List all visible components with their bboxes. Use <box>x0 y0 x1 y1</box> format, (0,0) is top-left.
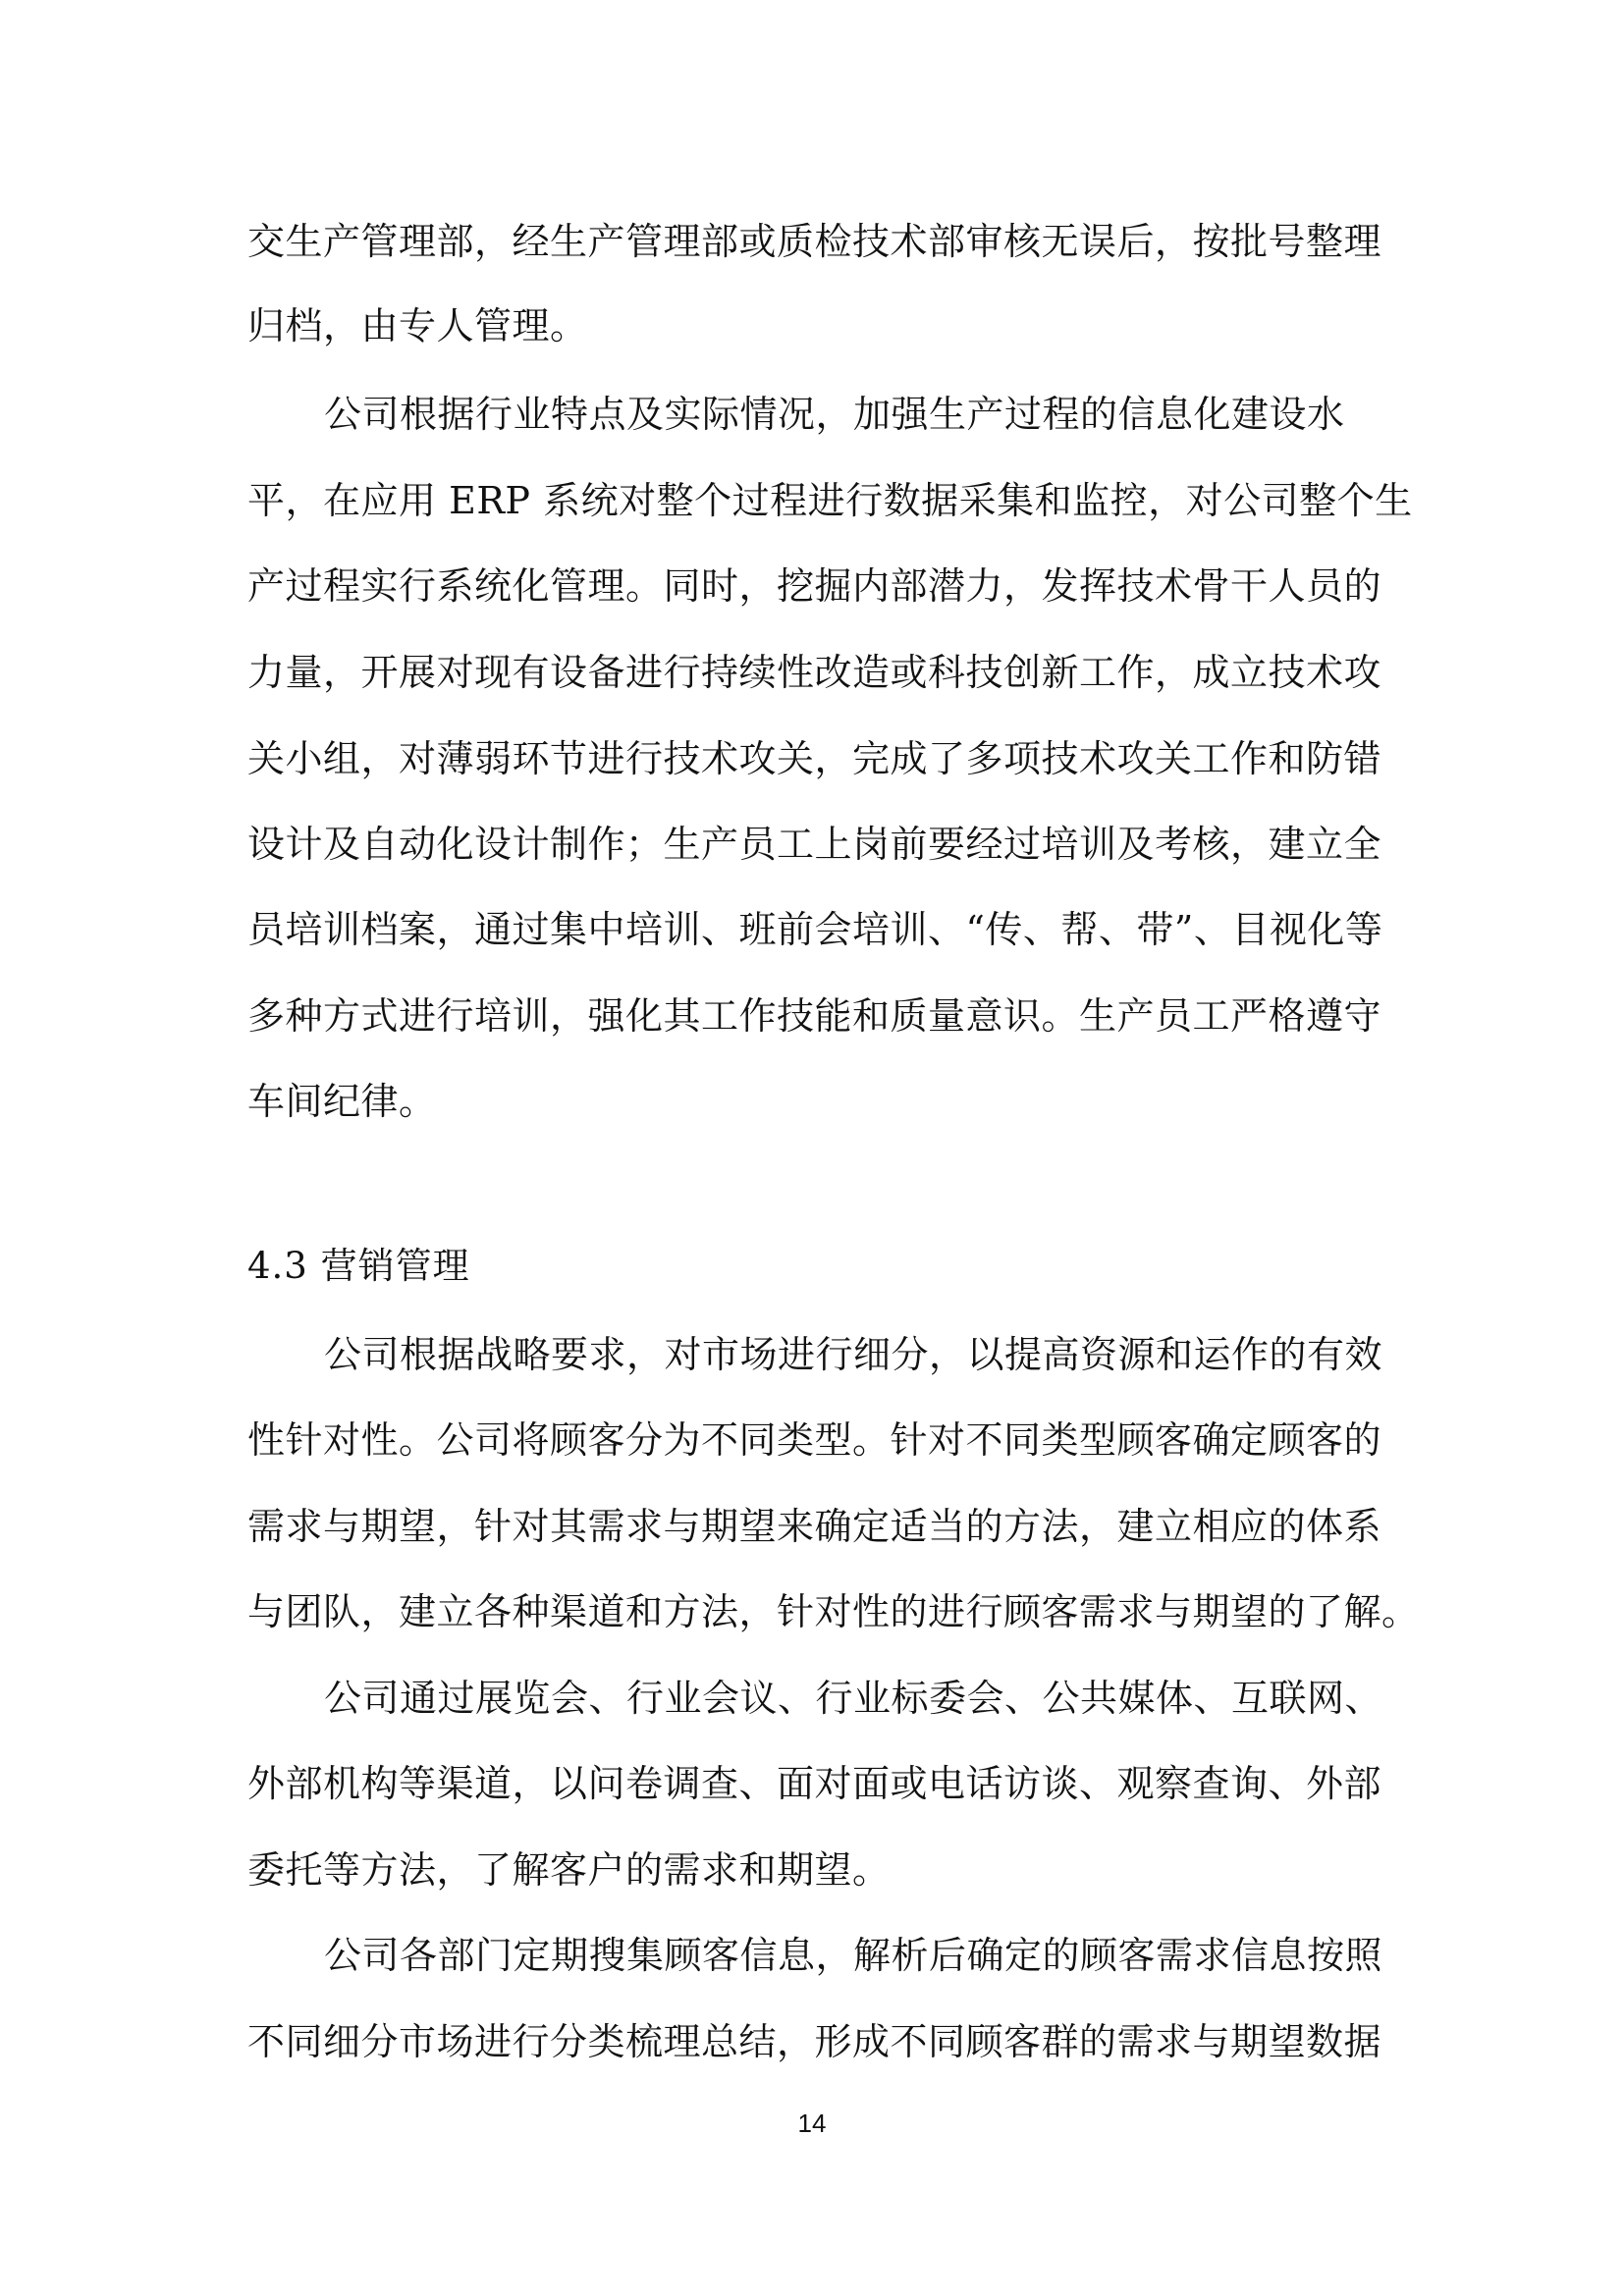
text-line: 关小组，对薄弱环节进行技术攻关，完成了多项技术攻关工作和防错 <box>247 737 1382 780</box>
text-line: 不同细分市场进行分类梳理总结，形成不同顾客群的需求与期望数据 <box>247 2020 1382 2063</box>
text-line: 力量，开展对现有设备进行持续性改造或科技创新工作，成立技术攻 <box>247 651 1382 694</box>
text-line: 性针对性。公司将顾客分为不同类型。针对不同类型顾客确定顾客的 <box>247 1418 1382 1462</box>
text-line: 设计及自动化设计制作；生产员工上岗前要经过培训及考核，建立全 <box>247 823 1382 866</box>
text-line: 归档，由专人管理。 <box>247 304 588 347</box>
section-heading: 4.3 营销管理 <box>247 1245 470 1287</box>
text-line: 产过程实行系统化管理。同时，挖掘内部潜力，发挥技术骨干人员的 <box>247 564 1382 608</box>
text-line: 车间纪律。 <box>247 1080 437 1123</box>
paragraph-first-line: 公司根据战略要求，对市场进行细分，以提高资源和运作的有效 <box>324 1333 1383 1376</box>
text-line: 委托等方法，了解客户的需求和期望。 <box>247 1848 891 1892</box>
paragraph-first-line: 公司各部门定期搜集顾客信息，解析后确定的顾客需求信息按照 <box>324 1934 1383 1977</box>
text-line: 平，在应用 ERP 系统对整个过程进行数据采集和监控，对公司整个生 <box>247 479 1413 522</box>
text-line: 员培训档案，通过集中培训、班前会培训、“传、帮、带”、目视化等 <box>247 908 1383 951</box>
paragraph-first-line: 公司根据行业特点及实际情况，加强生产过程的信息化建设水 <box>324 393 1345 436</box>
text-line: 多种方式进行培训，强化其工作技能和质量意识。生产员工严格遵守 <box>247 994 1382 1038</box>
text-line: 需求与期望，针对其需求与期望来确定适当的方法，建立相应的体系 <box>247 1505 1382 1548</box>
text-line: 交生产管理部，经生产管理部或质检技术部审核无误后，按批号整理 <box>247 220 1382 263</box>
paragraph-first-line: 公司通过展览会、行业会议、行业标委会、公共媒体、互联网、 <box>324 1677 1383 1720</box>
page-number: 14 <box>797 2109 827 2138</box>
text-line: 外部机构等渠道，以问卷调查、面对面或电话访谈、观察查询、外部 <box>247 1762 1382 1805</box>
text-line: 与团队，建立各种渠道和方法，针对性的进行顾客需求与期望的了解。 <box>247 1590 1420 1633</box>
